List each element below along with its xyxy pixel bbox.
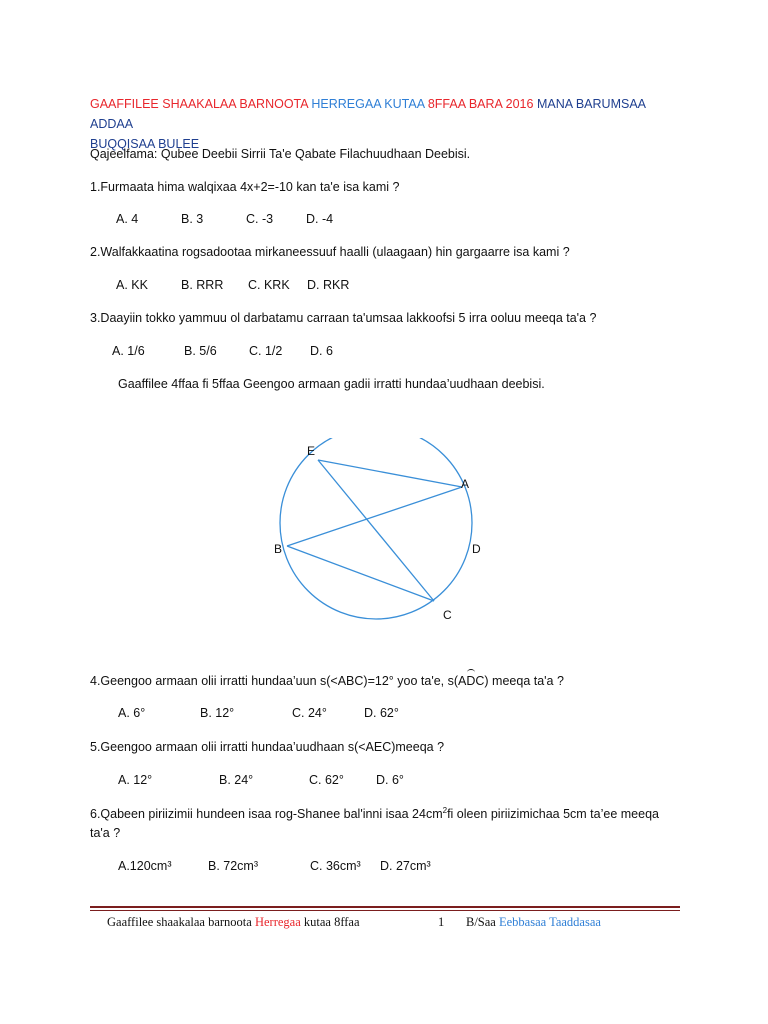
arc-notation bbox=[458, 674, 484, 688]
footer-rule-thin bbox=[90, 910, 680, 911]
question-4 bbox=[90, 674, 564, 688]
option-c: C. 62° bbox=[309, 773, 344, 787]
instruction: Qajeelfama: Qubee Deebii Sirrii Ta'e Qabate Filachuudhaan Deebisi. bbox=[90, 147, 471, 161]
option-b: B. 24° bbox=[219, 773, 254, 787]
circle-diagram bbox=[270, 438, 500, 628]
title-part-5: BUQQISAA BULEE bbox=[90, 137, 200, 151]
option-d: D. 62° bbox=[364, 706, 399, 720]
point-b-label: B bbox=[274, 542, 283, 556]
footer-right-2: Eebbasaa Taaddasaa bbox=[498, 915, 601, 929]
option-c: C. -3 bbox=[246, 212, 274, 226]
chord-ba bbox=[287, 487, 462, 546]
question-4-text-end: ) meeqa ta'a ? bbox=[484, 674, 564, 688]
option-d: D. 6° bbox=[376, 773, 404, 787]
option-b: B. 72cm³ bbox=[208, 859, 259, 873]
footer-left-3: kutaa 8ffaa bbox=[300, 915, 360, 929]
option-d: D. RKR bbox=[307, 278, 350, 292]
page-title bbox=[90, 94, 690, 154]
point-d-label: D bbox=[472, 542, 481, 556]
option-a: A.120cm³ bbox=[118, 859, 172, 873]
option-a: A. 6° bbox=[118, 706, 146, 720]
footer-right bbox=[466, 915, 601, 930]
option-b: B. 12° bbox=[200, 706, 235, 720]
question-5: 5.Geengoo armaan olii irratti hundaa’uudhaan s(<AEC)meeqa ? bbox=[90, 740, 445, 754]
question-3: 3.Daayiin tokko yammuu ol darbatamu carraan ta'umsaa lakkoofsi 5 irra ooluu meeqa ta'a ? bbox=[90, 311, 597, 325]
circle bbox=[280, 438, 472, 619]
option-d: D. -4 bbox=[306, 212, 334, 226]
title-part-3: 8FFAA BARA 2016 bbox=[427, 97, 534, 111]
superscript: 2 bbox=[442, 806, 448, 815]
option-b: B. RRR bbox=[181, 278, 224, 292]
title-part-2: HERREGAA KUTAA bbox=[311, 97, 428, 111]
footer-left-1: Gaaffilee shaakalaa barnoota bbox=[107, 915, 255, 929]
chord-ea bbox=[318, 460, 462, 487]
title-part-1: GAAFFILEE SHAAKALAA BARNOOTA bbox=[90, 97, 312, 111]
question-6-text: 6.Qabeen piriizimii hundeen isaa rog-Shanee bal'inni isaa 24cm bbox=[90, 807, 443, 822]
subheading: Gaaffilee 4ffaa fi 5ffaa Geengoo armaan gadii irratti hundaa’uudhaan deebisi. bbox=[118, 377, 545, 391]
circle-figure bbox=[270, 438, 500, 633]
option-c: C. 1/2 bbox=[249, 344, 283, 358]
point-c-label: C bbox=[443, 608, 452, 622]
question-6 bbox=[90, 806, 659, 821]
option-c: C. 36cm³ bbox=[310, 859, 361, 873]
question-6-text-end: fi oleen piriizimichaa 5cm ta’ee meeqa bbox=[447, 807, 659, 822]
footer-right-1: B/Saa bbox=[466, 915, 499, 929]
option-a: A. 12° bbox=[118, 773, 153, 787]
option-b: B. 3 bbox=[181, 212, 204, 226]
question-2: 2.Walfakkaatina rogsadootaa mirkaneessuuf haalli (ulaagaan) hin gargaarre isa kami ? bbox=[90, 245, 570, 259]
option-a: A. 4 bbox=[116, 212, 139, 226]
option-c: C. KRK bbox=[248, 278, 290, 292]
option-a: A. 1/6 bbox=[112, 344, 145, 358]
question-4-text: 4.Geengoo armaan olii irratti hundaa’uun s(<ABC)=12° yoo ta'e, s( bbox=[90, 674, 459, 688]
point-a-label: A bbox=[461, 477, 470, 491]
question-1: 1.Furmaata hima walqixaa 4x+2=-10 kan ta'e isa kami ? bbox=[90, 180, 400, 194]
option-b: B. 5/6 bbox=[184, 344, 217, 358]
option-c: C. 24° bbox=[292, 706, 327, 720]
option-d: D. 6 bbox=[310, 344, 333, 358]
title-part-4: MANA BARUMSAA ADDAA bbox=[90, 97, 646, 131]
question-6-line-2: ta'a ? bbox=[90, 826, 121, 840]
option-d: D. 27cm³ bbox=[380, 859, 431, 873]
footer-left-2: Herregaa bbox=[254, 915, 301, 929]
footer-left bbox=[107, 915, 360, 930]
page-number: 1 bbox=[438, 915, 445, 929]
arc-mark bbox=[467, 669, 475, 676]
footer-rule bbox=[90, 906, 680, 908]
point-e-label: E bbox=[307, 444, 316, 458]
option-a: A. KK bbox=[116, 278, 148, 292]
arc-label: ADC bbox=[458, 674, 485, 688]
